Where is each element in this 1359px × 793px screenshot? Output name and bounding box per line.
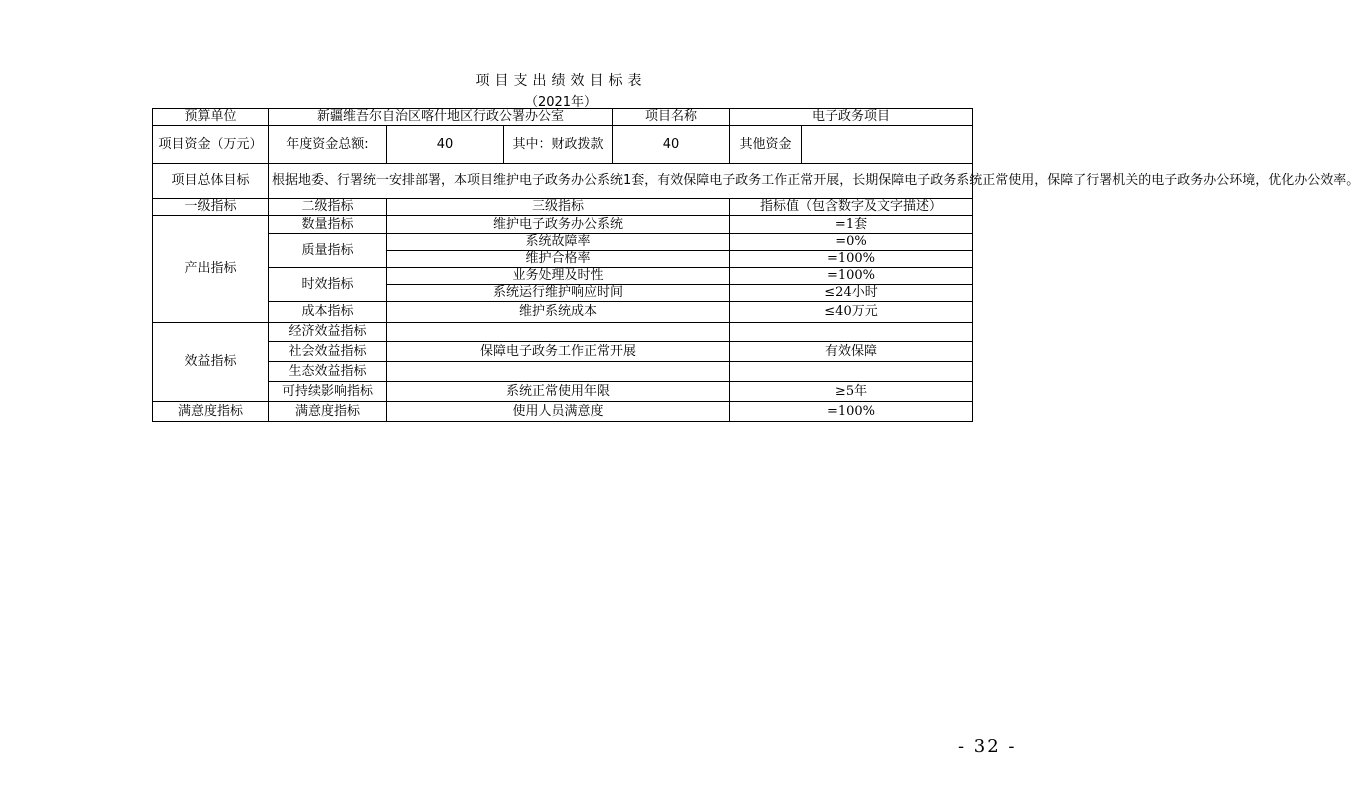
table-row [153, 109, 973, 126]
other-funds-label: 其他资金 [730, 126, 802, 164]
cost-indicator-label: 成本指标 [269, 302, 387, 323]
indicator-value: ≥5年 [730, 382, 973, 402]
table-row [153, 126, 973, 164]
indicator-name [387, 362, 730, 382]
indicator-name: 使用人员满意度 [387, 402, 730, 422]
indicator-value: =100% [730, 268, 973, 285]
col-level2-header: 二级指标 [269, 199, 387, 216]
indicator-name: 维护系统成本 [387, 302, 730, 323]
goal-text: 根据地委、行署统一安排部署，本项目维护电子政务办公系统1套，有效保障电子政务工作正常开展，长期保障电子政务系统正常使用，保障了行署机关的电子政务办公环境，优化办公效率。 [269, 164, 973, 199]
indicator-value: =100% [730, 402, 973, 422]
table-row [153, 382, 973, 402]
indicator-name: 保障电子政务工作正常开展 [387, 342, 730, 362]
project-name-value: 电子政务项目 [730, 109, 973, 126]
table-row [153, 402, 973, 422]
annual-total-value: 40 [387, 126, 504, 164]
indicator-name [387, 323, 730, 342]
indicator-value: =1套 [730, 216, 973, 234]
indicator-name: 维护合格率 [387, 251, 730, 268]
indicator-value: 有效保障 [730, 342, 973, 362]
table-row [153, 216, 973, 234]
fiscal-value: 40 [613, 126, 730, 164]
table-row [153, 199, 973, 216]
indicator-value: ≤40万元 [730, 302, 973, 323]
project-name-label: 项目名称 [613, 109, 730, 126]
indicator-value [730, 362, 973, 382]
table-row [153, 268, 973, 285]
indicator-value: ≤24小时 [730, 285, 973, 302]
table-row [153, 323, 973, 342]
doc-year: （2021年） [524, 95, 598, 110]
ecological-indicator-label: 生态效益指标 [269, 362, 387, 382]
indicator-value: =100% [730, 251, 973, 268]
quality-indicator-label: 质量指标 [269, 234, 387, 268]
funds-label: 项目资金（万元） [153, 126, 269, 164]
table-row [153, 164, 973, 199]
col-level1-header: 一级指标 [153, 199, 269, 216]
indicator-value: =0% [730, 234, 973, 251]
col-value-header: 指标值（包含数字及文字描述） [730, 199, 973, 216]
satisfaction-sub-label: 满意度指标 [269, 402, 387, 422]
table-row [153, 362, 973, 382]
indicator-name: 业务处理及时性 [387, 268, 730, 285]
table-row [153, 302, 973, 323]
indicator-name: 系统故障率 [387, 234, 730, 251]
goal-label: 项目总体目标 [153, 164, 269, 199]
output-indicator-label: 产出指标 [153, 216, 269, 323]
page-number: - 32 - [958, 736, 1017, 757]
performance-target-table [152, 108, 1359, 422]
table-row [153, 342, 973, 362]
benefit-indicator-label: 效益指标 [153, 323, 269, 402]
timeliness-indicator-label: 时效指标 [269, 268, 387, 302]
col-level3-header: 三级指标 [387, 199, 730, 216]
budget-unit-value: 新疆维吾尔自治区喀什地区行政公署办公室 [269, 109, 613, 126]
social-indicator-label: 社会效益指标 [269, 342, 387, 362]
indicator-name: 系统正常使用年限 [387, 382, 730, 402]
indicator-name: 系统运行维护响应时间 [387, 285, 730, 302]
doc-title: 项目支出绩效目标表 [475, 73, 647, 89]
economic-indicator-label: 经济效益指标 [269, 323, 387, 342]
satisfaction-indicator-label: 满意度指标 [153, 402, 269, 422]
fiscal-label: 其中：财政拨款 [504, 126, 613, 164]
sustainable-indicator-label: 可持续影响指标 [269, 382, 387, 402]
other-funds-value [802, 126, 973, 164]
indicator-value [730, 323, 973, 342]
budget-unit-label: 预算单位 [153, 109, 269, 126]
quantity-indicator-label: 数量指标 [269, 216, 387, 234]
table-row [153, 234, 973, 251]
indicator-name: 维护电子政务办公系统 [387, 216, 730, 234]
annual-total-label: 年度资金总额: [269, 126, 387, 164]
